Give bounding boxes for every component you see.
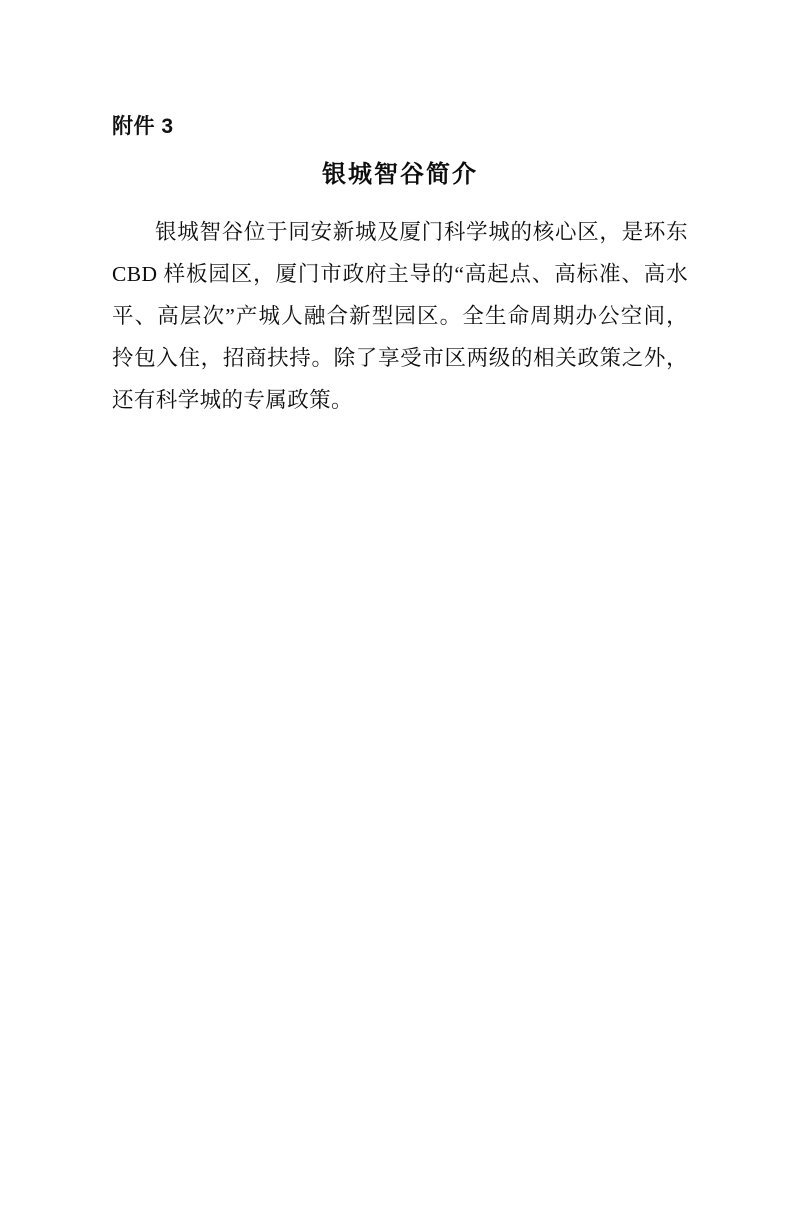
page-title: 银城智谷简介 <box>322 161 478 189</box>
document-content <box>112 112 688 421</box>
body-paragraph: 银城智谷位于同安新城及厦门科学城的核心区，是环东 CBD 样板园区，厦门市政府主导的“高起点、高标准、高水平、高层次”产城人融合新型园区。全生命周期办公空间，拎包入住，招商扶持。除了享受市区两级的相关政策之外，还有科学城的专属政策。 <box>112 220 688 413</box>
attachment-label: 附件 3 <box>112 115 174 138</box>
